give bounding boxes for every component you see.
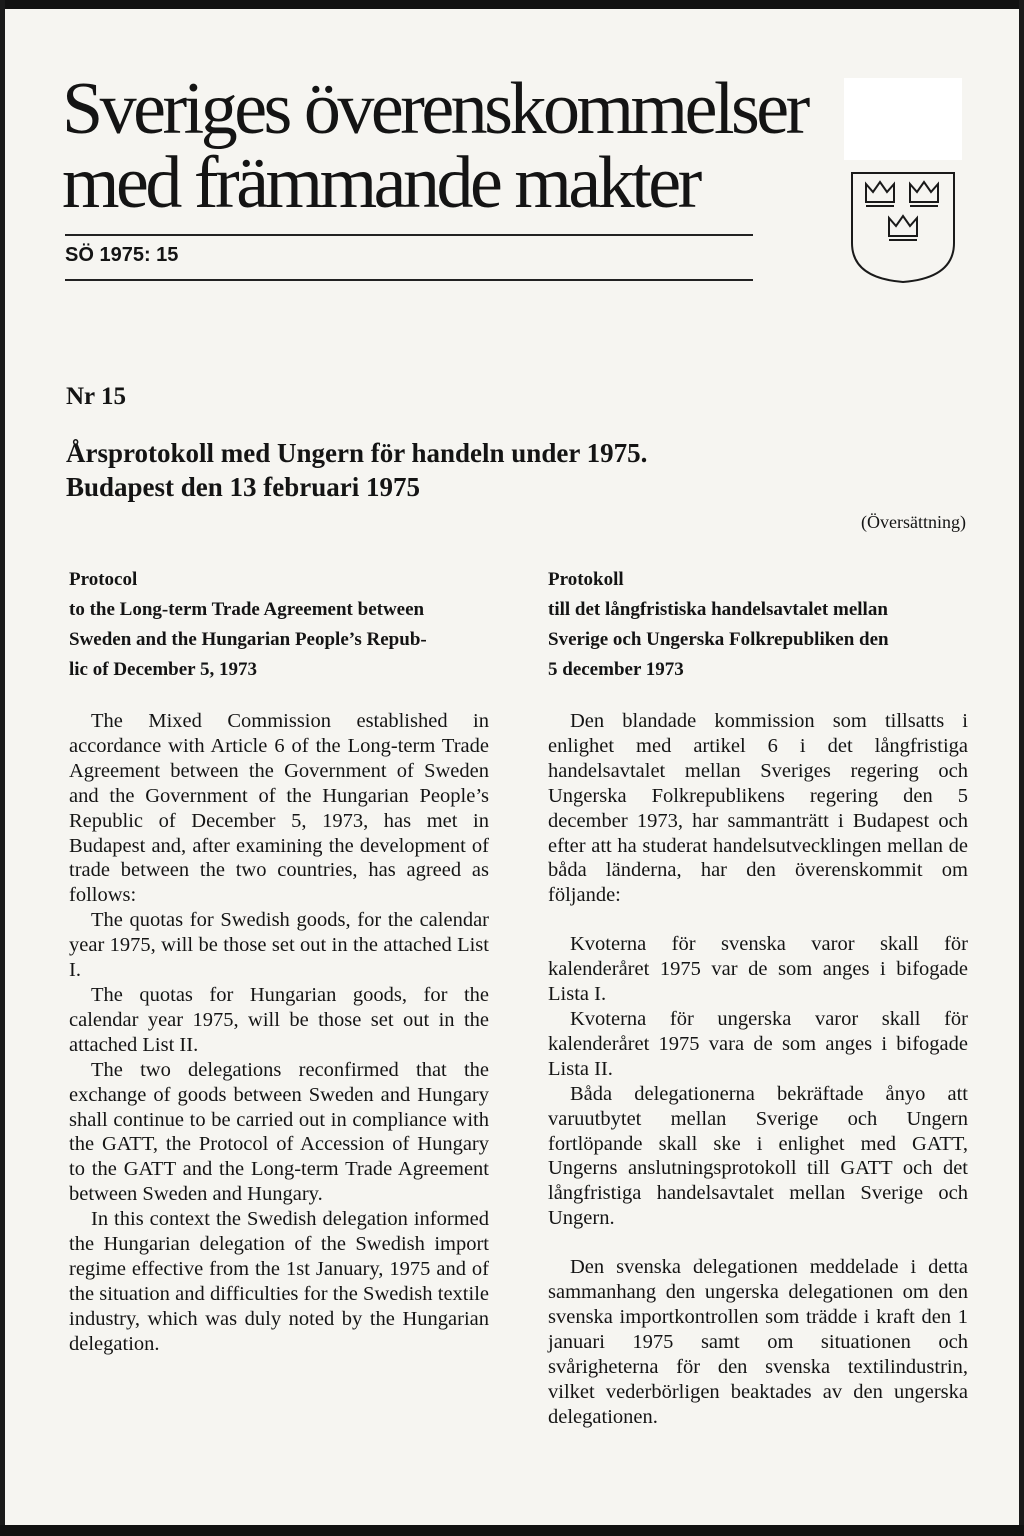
series-title-line1: Sveriges överenskommelser [62,68,807,150]
swedish-heading-line: 5 december 1973 [548,659,684,680]
swedish-heading-line: Protokoll [548,569,624,590]
scan-border-bottom [0,1525,1024,1536]
english-paragraph: The Mixed Commission established in accordance with Article 6 of the Long-term Trade Agreement between the Government of Sweden and the Government of the Hungarian People’s Republic of December 5, 1973, has met in Budapest and, after examining the development of trade between the two countries, has agreed as follows: [69,710,489,907]
english-heading-line: to the Long-term Trade Agreement between [69,599,425,620]
swedish-paragraph: Båda delegationerna bekräftade ånyo att varuutbytet mellan Sverige och Ungern fortlöpande skall ske i enlighet med GATT, Ungerns anslutningsprotokoll till GATT och det långfristiga handelsavtalet mellan Sverige och Ungern. [548,1082,968,1230]
swedish-heading-line: Sverige och Ungerska Folkrepubliken den [548,629,889,650]
english-heading-line: lic of December 5, 1973 [69,659,258,680]
header-rule-top [65,234,753,236]
swedish-paragraph: Den blandade kommission som tillsatts i enlighet med artikel 6 i det långfristiga handelsavtalet mellan Sveriges regering och Ungerska Folkrepublikens regering den 5 december 1973, har sammanträtt i Budapest och efter att ha studerat handelsutvecklingen mellan de båda länderna, har den överenskommit om följande: [548,710,968,907]
swedish-paragraph: Den svenska delegationen meddelade i detta sammanhang den ungerska delegationen om den svenska importkontrollen som trädde i kraft den 1 januari 1975 samt om situationen och svårigheterna för den svenska textilindustrin, vilket vederbörligen beaktades av den ungerska delegationen. [548,1256,968,1428]
scan-border-right [1019,0,1024,1536]
swedish-column [548,565,968,1429]
header-rule-bottom [65,279,753,281]
swedish-paragraph: Kvoterna för ungerska varor skall för kalenderåret 1975 vara de som anges i bifogade Lista II. [548,1007,968,1080]
swedish-heading [548,565,968,685]
series-number: SÖ 1975: 15 [65,244,179,266]
document-title-line1: Årsprotokoll med Ungern för handeln under 1975. [66,438,648,468]
series-title [62,68,807,224]
three-crowns-icon [844,78,962,288]
swedish-heading-line: till det långfristiska handelsavtalet mellan [548,599,888,620]
series-title-line2: med främmande makter [62,142,699,224]
english-heading-line: Sweden and the Hungarian People’s Repub- [69,629,427,650]
document-title-line2: Budapest den 13 februari 1975 [66,472,421,502]
document-title [66,436,966,504]
english-paragraph: The quotas for Swedish goods, for the calendar year 1975, will be those set out in the attached List I. [69,909,489,982]
english-paragraph: The two delegations reconfirmed that the exchange of goods between Sweden and Hungary shall continue to be carried out in compliance with the GATT, the Protocol of Accession of Hungary to the GATT and the Long-term Trade Agreement between Sweden and Hungary. [69,1058,489,1206]
english-paragraph: The quotas for Hungarian goods, for the calendar year 1975, will be those set out in the attached List II. [69,983,489,1056]
swedish-paragraph: Kvoterna för svenska varor skall för kalenderåret 1975 var de som anges i bifogade Lista I. [548,933,968,1006]
english-paragraph: In this context the Swedish delegation informed the Hungarian delegation of the Swedish import regime effective from the 1st January, 1975 and of the situation and difficulties for the Swedish textile industry, which was duly noted by the Hungarian delegation. [69,1208,489,1355]
scan-border-left [0,0,5,1536]
english-column [69,565,489,1357]
english-heading [69,565,489,685]
english-heading-line: Protocol [69,569,138,590]
scan-border-top [0,0,1024,9]
document-number: Nr 15 [66,383,126,410]
translation-note: (Översättning) [861,512,966,532]
